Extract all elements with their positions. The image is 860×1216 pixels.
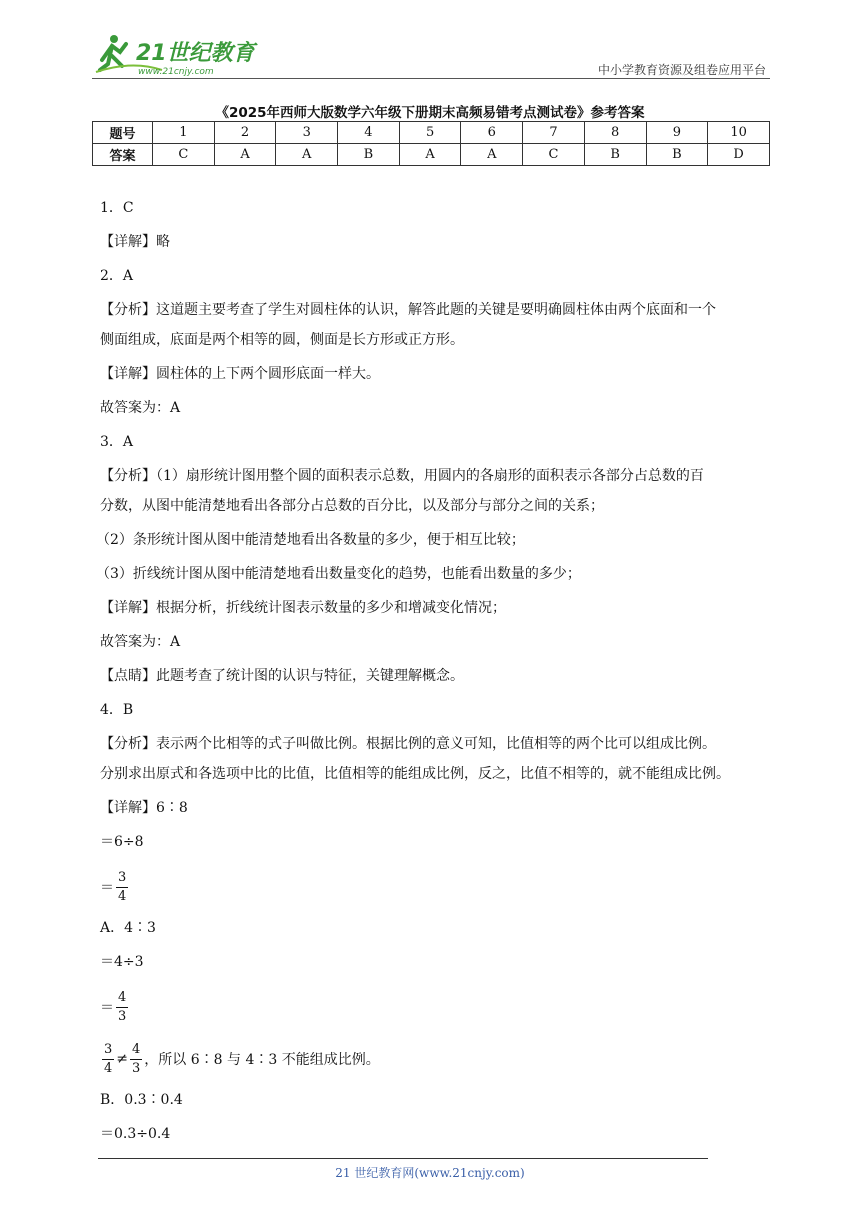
answer-cell: A [399,144,461,166]
question-number-cell: 5 [399,122,461,144]
question-number-cell: 4 [338,122,400,144]
fraction [102,1041,114,1078]
logo-21cnjy-icon [92,30,262,78]
question-3-answer: 3．A [100,434,134,450]
question-3-analysis-3: （3）折线统计图从图中能清楚地看出数量变化的趋势，也能看出数量的多少； [96,566,581,582]
fraction [116,989,128,1026]
question-4-answer: 4．B [100,702,134,718]
question-2-conclusion: 故答案为：A [100,400,181,416]
answer-cell: B [338,144,400,166]
page-header [92,30,772,80]
page-title: 《2025年西师大版数学六年级下册期末高频易错考点测试卷》参考答案 [215,105,645,121]
option-a: A．4∶3 [100,920,156,936]
answer-explanations [96,197,780,1157]
fraction-numerator: 3 [102,1041,114,1060]
question-3-detail: 【详解】根据分析，折线统计图表示数量的多少和增减变化情况； [100,600,506,616]
question-3-comment: 【点睛】此题考查了统计图的认识与特征，关键理解概念。 [100,668,464,684]
question-number-cell: 1 [153,122,215,144]
question-number-cell: 8 [584,122,646,144]
question-2-analysis: 【分析】这道题主要考查了学生对圆柱体的认识，解答此题的关键是要明确圆柱体由两个底面和一个 [100,302,716,318]
fraction-denominator: 4 [104,1060,113,1076]
footer-divider [98,1158,708,1159]
question-4-fraction-step [100,865,780,909]
question-1-detail: 【详解】略 [100,234,170,250]
header-divider [92,78,770,79]
question-2-analysis-cont: 侧面组成，底面是两个相等的圆，侧面是长方形或正方形。 [100,332,464,348]
question-2-answer: 2．A [100,268,134,284]
option-a-step: ＝4÷3 [100,954,144,970]
question-number-cell: 10 [708,122,770,144]
question-2-detail: 【详解】圆柱体的上下两个圆形底面一样大。 [100,366,380,382]
answer-cell: C [523,144,585,166]
question-1-answer: 1．C [100,200,134,216]
option-a-comparison [100,1037,780,1081]
table-header-cell: 答案 [93,144,153,166]
table-header-cell: 题号 [93,122,153,144]
fraction [116,869,128,906]
question-4-analysis-cont: 分别求出原式和各选项中比的比值，比值相等的能组成比例，反之，比值不相等的，就不能组成比例。 [100,766,730,782]
option-b-step: ＝0.3÷0.4 [100,1126,171,1142]
question-3-analysis-2: （2）条形统计图从图中能清楚地看出各数量的多少，便于相互比较； [96,532,525,548]
comparison-text: ，所以 6∶8 与 4∶3 不能组成比例。 [144,1052,380,1068]
answer-cell: B [584,144,646,166]
answer-cell: A [276,144,338,166]
question-number-cell: 7 [523,122,585,144]
question-4-step: ＝6÷8 [100,834,144,850]
question-3-conclusion: 故答案为：A [100,634,181,650]
fraction-denominator: 3 [132,1060,141,1076]
fraction-numerator: 4 [130,1041,142,1060]
question-number-cell: 9 [646,122,708,144]
question-number-cell: 6 [461,122,523,144]
question-3-analysis: 【分析】（1）扇形统计图用整个圆的面积表示总数，用圆内的各扇形的面积表示各部分占总数的百 [100,468,704,484]
answer-cell: D [708,144,770,166]
question-3-analysis-cont: 分数，从图中能清楚地看出各部分占总数的百分比，以及部分与部分之间的关系； [100,498,604,514]
table-row [93,144,770,166]
footer-link[interactable]: 21 世纪教育网(www.21cnjy.com) [335,1166,525,1180]
fraction-denominator: 4 [118,888,127,904]
question-4-analysis: 【分析】表示两个比相等的式子叫做比例。根据比例的意义可知，比值相等的两个比可以组成比例。 [100,736,716,752]
question-4-detail: 【详解】6∶8 [100,800,188,816]
answer-table [92,121,770,166]
fraction-denominator: 3 [118,1008,127,1024]
equals-sign: ＝ [100,1000,114,1016]
fraction-numerator: 4 [116,989,128,1008]
answer-cell: B [646,144,708,166]
question-number-cell: 2 [214,122,276,144]
site-name: 中小学教育资源及组卷应用平台 [597,63,766,77]
answer-cell: A [214,144,276,166]
equals-sign: ＝ [100,880,114,896]
logo-subtext: www.21cnjy.com [138,67,214,77]
option-b: B．0.3∶0.4 [100,1092,183,1108]
question-number-cell: 3 [276,122,338,144]
fraction-numerator: 3 [116,869,128,888]
table-row [93,122,770,144]
not-equal-sign: ≠ [116,1051,129,1067]
logo-text: 21世纪教育 [136,41,255,66]
answer-cell: C [153,144,215,166]
answer-cell: A [461,144,523,166]
option-a-fraction-step [100,985,780,1029]
fraction [130,1041,142,1078]
